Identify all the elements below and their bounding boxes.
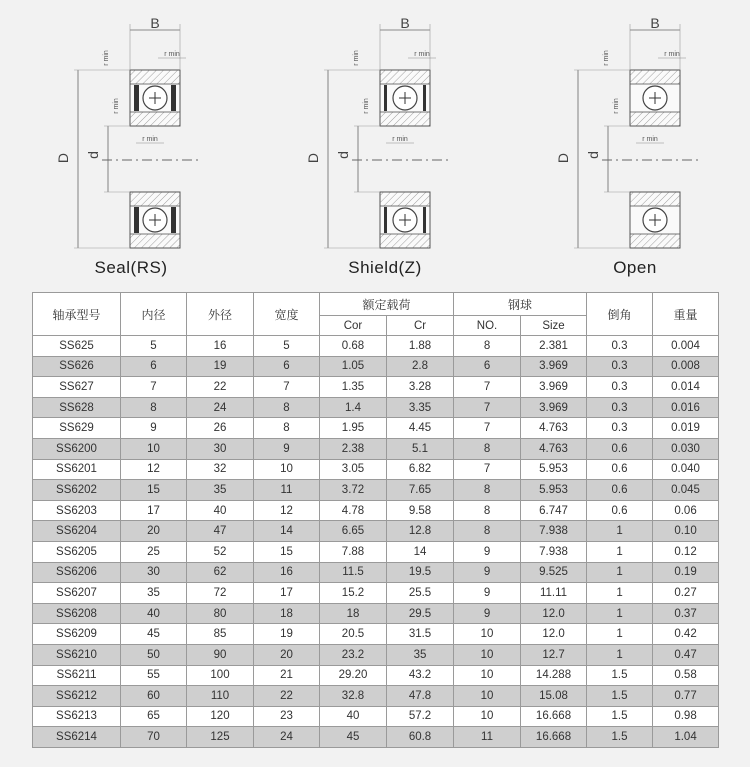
cell-chamfer: 0.6 bbox=[587, 480, 653, 501]
cell-width: 24 bbox=[254, 727, 320, 748]
cell-inner: 12 bbox=[121, 459, 187, 480]
cell-chamfer: 0.3 bbox=[587, 418, 653, 439]
header-rated-load: 额定载荷 bbox=[320, 293, 454, 316]
cell-ball-no: 7 bbox=[454, 459, 521, 480]
table-row bbox=[33, 562, 719, 583]
cell-weight: 0.42 bbox=[653, 624, 719, 645]
cell-cr: 5.1 bbox=[387, 438, 454, 459]
cell-outer: 16 bbox=[187, 336, 254, 357]
header-weight: 重量 bbox=[653, 293, 719, 336]
cell-ball-no: 10 bbox=[454, 644, 521, 665]
cell-weight: 0.040 bbox=[653, 459, 719, 480]
cell-inner: 70 bbox=[121, 727, 187, 748]
cell-ball-size: 3.969 bbox=[521, 397, 587, 418]
cell-chamfer: 1 bbox=[587, 624, 653, 645]
cell-inner: 20 bbox=[121, 521, 187, 542]
header-cor: Cor bbox=[320, 316, 387, 336]
cell-ball-size: 5.953 bbox=[521, 480, 587, 501]
cell-inner: 10 bbox=[121, 438, 187, 459]
cell-width: 23 bbox=[254, 706, 320, 727]
cell-model: SS6210 bbox=[33, 644, 121, 665]
cell-chamfer: 0.3 bbox=[587, 377, 653, 398]
cell-cr: 25.5 bbox=[387, 583, 454, 604]
cell-cr: 12.8 bbox=[387, 521, 454, 542]
cell-outer: 24 bbox=[187, 397, 254, 418]
cell-cr: 31.5 bbox=[387, 624, 454, 645]
cell-outer: 52 bbox=[187, 541, 254, 562]
cell-model: SS6204 bbox=[33, 521, 121, 542]
cell-width: 20 bbox=[254, 644, 320, 665]
cell-model: SS629 bbox=[33, 418, 121, 439]
svg-text:D: D bbox=[55, 152, 71, 164]
cell-ball-no: 9 bbox=[454, 562, 521, 583]
cell-cr: 43.2 bbox=[387, 665, 454, 686]
diagram-seal-label: Seal(RS) bbox=[94, 258, 168, 277]
cell-ball-size: 7.938 bbox=[521, 541, 587, 562]
cell-ball-no: 10 bbox=[454, 624, 521, 645]
cell-chamfer: 1 bbox=[587, 541, 653, 562]
table-row bbox=[33, 706, 719, 727]
header-model: 轴承型号 bbox=[33, 293, 121, 336]
cell-ball-no: 6 bbox=[454, 356, 521, 377]
header-ball-no: NO. bbox=[454, 316, 521, 336]
cell-chamfer: 1 bbox=[587, 562, 653, 583]
cell-ball-no: 9 bbox=[454, 583, 521, 604]
table-row bbox=[33, 480, 719, 501]
table-row bbox=[33, 521, 719, 542]
cell-chamfer: 0.3 bbox=[587, 356, 653, 377]
cell-width: 10 bbox=[254, 459, 320, 480]
table-row bbox=[33, 377, 719, 398]
table-row bbox=[33, 624, 719, 645]
cell-width: 16 bbox=[254, 562, 320, 583]
cell-model: SS6209 bbox=[33, 624, 121, 645]
cell-model: SS6208 bbox=[33, 603, 121, 624]
cell-outer: 26 bbox=[187, 418, 254, 439]
cell-width: 7 bbox=[254, 377, 320, 398]
cell-weight: 0.98 bbox=[653, 706, 719, 727]
cell-inner: 45 bbox=[121, 624, 187, 645]
svg-text:D: D bbox=[555, 152, 571, 164]
table-row bbox=[33, 644, 719, 665]
cell-model: SS6212 bbox=[33, 686, 121, 707]
cell-cr: 35 bbox=[387, 644, 454, 665]
cell-ball-size: 12.0 bbox=[521, 603, 587, 624]
cell-cr: 6.82 bbox=[387, 459, 454, 480]
cell-cr: 57.2 bbox=[387, 706, 454, 727]
cell-chamfer: 0.6 bbox=[587, 438, 653, 459]
cell-cor: 45 bbox=[320, 727, 387, 748]
table-row bbox=[33, 459, 719, 480]
cell-outer: 125 bbox=[187, 727, 254, 748]
svg-text:r min: r min bbox=[142, 136, 158, 143]
cell-chamfer: 0.3 bbox=[587, 336, 653, 357]
cell-model: SS6213 bbox=[33, 706, 121, 727]
svg-text:r min: r min bbox=[103, 50, 110, 66]
cell-width: 21 bbox=[254, 665, 320, 686]
cell-ball-no: 8 bbox=[454, 480, 521, 501]
cell-ball-size: 16.668 bbox=[521, 706, 587, 727]
cell-weight: 0.004 bbox=[653, 336, 719, 357]
cell-weight: 1.04 bbox=[653, 727, 719, 748]
table-row bbox=[33, 500, 719, 521]
shield-bearing-diagram bbox=[250, 0, 500, 260]
svg-text:r min: r min bbox=[642, 136, 658, 143]
cell-outer: 100 bbox=[187, 665, 254, 686]
cell-ball-no: 8 bbox=[454, 500, 521, 521]
svg-text:r min: r min bbox=[414, 51, 430, 58]
cell-cor: 15.2 bbox=[320, 583, 387, 604]
cell-weight: 0.045 bbox=[653, 480, 719, 501]
cell-width: 18 bbox=[254, 603, 320, 624]
diagram-open bbox=[500, 0, 750, 290]
cell-model: SS628 bbox=[33, 397, 121, 418]
cell-ball-size: 15.08 bbox=[521, 686, 587, 707]
diagram-shield-label: Shield(Z) bbox=[348, 258, 422, 277]
cell-weight: 0.12 bbox=[653, 541, 719, 562]
bearing-spec-table-container bbox=[32, 292, 718, 748]
cell-model: SS625 bbox=[33, 336, 121, 357]
cell-inner: 5 bbox=[121, 336, 187, 357]
cell-weight: 0.016 bbox=[653, 397, 719, 418]
cell-chamfer: 0.6 bbox=[587, 500, 653, 521]
cell-cor: 20.5 bbox=[320, 624, 387, 645]
cell-model: SS6206 bbox=[33, 562, 121, 583]
cell-ball-size: 16.668 bbox=[521, 727, 587, 748]
header-inner-diameter: 内径 bbox=[121, 293, 187, 336]
cell-weight: 0.014 bbox=[653, 377, 719, 398]
cell-cor: 1.35 bbox=[320, 377, 387, 398]
cell-weight: 0.19 bbox=[653, 562, 719, 583]
cell-ball-size: 11.11 bbox=[521, 583, 587, 604]
cell-chamfer: 1 bbox=[587, 603, 653, 624]
cell-ball-no: 10 bbox=[454, 706, 521, 727]
cell-chamfer: 0.6 bbox=[587, 459, 653, 480]
cell-ball-size: 3.969 bbox=[521, 356, 587, 377]
table-row bbox=[33, 418, 719, 439]
header-ball-size: Size bbox=[521, 316, 587, 336]
cell-outer: 72 bbox=[187, 583, 254, 604]
cell-model: SS6214 bbox=[33, 727, 121, 748]
cell-inner: 25 bbox=[121, 541, 187, 562]
cell-width: 9 bbox=[254, 438, 320, 459]
cell-outer: 85 bbox=[187, 624, 254, 645]
cell-weight: 0.27 bbox=[653, 583, 719, 604]
cell-outer: 120 bbox=[187, 706, 254, 727]
cell-outer: 30 bbox=[187, 438, 254, 459]
cell-outer: 40 bbox=[187, 500, 254, 521]
table-row bbox=[33, 727, 719, 748]
cell-ball-size: 12.0 bbox=[521, 624, 587, 645]
cell-chamfer: 1.5 bbox=[587, 665, 653, 686]
table-body bbox=[33, 336, 719, 748]
svg-text:r min: r min bbox=[164, 51, 180, 58]
cell-cr: 19.5 bbox=[387, 562, 454, 583]
cell-cr: 14 bbox=[387, 541, 454, 562]
cell-chamfer: 1 bbox=[587, 521, 653, 542]
cell-cor: 0.68 bbox=[320, 336, 387, 357]
cell-ball-no: 9 bbox=[454, 541, 521, 562]
cell-inner: 9 bbox=[121, 418, 187, 439]
cell-ball-no: 11 bbox=[454, 727, 521, 748]
cell-inner: 60 bbox=[121, 686, 187, 707]
cell-inner: 8 bbox=[121, 397, 187, 418]
table-row bbox=[33, 336, 719, 357]
cell-outer: 110 bbox=[187, 686, 254, 707]
cell-cor: 32.8 bbox=[320, 686, 387, 707]
cell-cor: 40 bbox=[320, 706, 387, 727]
cell-model: SS6201 bbox=[33, 459, 121, 480]
cell-cr: 60.8 bbox=[387, 727, 454, 748]
cell-model: SS6205 bbox=[33, 541, 121, 562]
cell-weight: 0.77 bbox=[653, 686, 719, 707]
svg-text:d: d bbox=[335, 151, 351, 159]
cell-ball-size: 2.381 bbox=[521, 336, 587, 357]
cell-cr: 3.28 bbox=[387, 377, 454, 398]
cell-cor: 3.72 bbox=[320, 480, 387, 501]
open-bearing-diagram bbox=[500, 0, 750, 260]
cell-cor: 11.5 bbox=[320, 562, 387, 583]
cell-chamfer: 0.3 bbox=[587, 397, 653, 418]
cell-model: SS6200 bbox=[33, 438, 121, 459]
cell-cor: 3.05 bbox=[320, 459, 387, 480]
cell-outer: 47 bbox=[187, 521, 254, 542]
cell-weight: 0.37 bbox=[653, 603, 719, 624]
svg-text:d: d bbox=[85, 151, 101, 159]
cell-cr: 1.88 bbox=[387, 336, 454, 357]
header-chamfer: 倒角 bbox=[587, 293, 653, 336]
cell-ball-size: 7.938 bbox=[521, 521, 587, 542]
cell-ball-size: 3.969 bbox=[521, 377, 587, 398]
cell-cor: 4.78 bbox=[320, 500, 387, 521]
cell-ball-no: 8 bbox=[454, 438, 521, 459]
cell-cr: 9.58 bbox=[387, 500, 454, 521]
cell-width: 6 bbox=[254, 356, 320, 377]
cell-weight: 0.58 bbox=[653, 665, 719, 686]
cell-inner: 6 bbox=[121, 356, 187, 377]
cell-cor: 23.2 bbox=[320, 644, 387, 665]
cell-ball-no: 9 bbox=[454, 603, 521, 624]
seal-bearing-diagram bbox=[0, 0, 250, 260]
cell-outer: 22 bbox=[187, 377, 254, 398]
cell-ball-no: 8 bbox=[454, 336, 521, 357]
cell-inner: 30 bbox=[121, 562, 187, 583]
header-steel-ball: 钢球 bbox=[454, 293, 587, 316]
header-cr: Cr bbox=[387, 316, 454, 336]
cell-chamfer: 1 bbox=[587, 583, 653, 604]
svg-text:r min: r min bbox=[363, 98, 370, 114]
cell-cor: 18 bbox=[320, 603, 387, 624]
table-row bbox=[33, 603, 719, 624]
cell-width: 19 bbox=[254, 624, 320, 645]
cell-ball-no: 10 bbox=[454, 665, 521, 686]
cell-model: SS6203 bbox=[33, 500, 121, 521]
cell-outer: 32 bbox=[187, 459, 254, 480]
cell-inner: 40 bbox=[121, 603, 187, 624]
cell-model: SS6207 bbox=[33, 583, 121, 604]
cell-inner: 7 bbox=[121, 377, 187, 398]
cell-outer: 90 bbox=[187, 644, 254, 665]
cell-chamfer: 1.5 bbox=[587, 727, 653, 748]
cell-width: 8 bbox=[254, 418, 320, 439]
cell-cor: 2.38 bbox=[320, 438, 387, 459]
cell-cr: 4.45 bbox=[387, 418, 454, 439]
svg-text:r min: r min bbox=[603, 50, 610, 66]
cell-model: SS627 bbox=[33, 377, 121, 398]
cell-ball-no: 10 bbox=[454, 686, 521, 707]
cell-ball-no: 7 bbox=[454, 397, 521, 418]
diagram-shield bbox=[250, 0, 500, 290]
cell-width: 15 bbox=[254, 541, 320, 562]
table-row bbox=[33, 438, 719, 459]
svg-text:B: B bbox=[150, 15, 160, 31]
cell-model: SS6202 bbox=[33, 480, 121, 501]
svg-text:r min: r min bbox=[664, 51, 680, 58]
cell-weight: 0.019 bbox=[653, 418, 719, 439]
cell-ball-no: 7 bbox=[454, 418, 521, 439]
cell-width: 8 bbox=[254, 397, 320, 418]
cell-width: 17 bbox=[254, 583, 320, 604]
diagram-seal bbox=[0, 0, 250, 290]
table-row bbox=[33, 665, 719, 686]
cell-width: 22 bbox=[254, 686, 320, 707]
cell-cr: 47.8 bbox=[387, 686, 454, 707]
cell-outer: 19 bbox=[187, 356, 254, 377]
table-row bbox=[33, 583, 719, 604]
svg-text:B: B bbox=[650, 15, 660, 31]
table-row bbox=[33, 356, 719, 377]
svg-text:d: d bbox=[585, 151, 601, 159]
diagram-open-label: Open bbox=[613, 258, 657, 277]
cell-chamfer: 1.5 bbox=[587, 706, 653, 727]
cell-ball-size: 6.747 bbox=[521, 500, 587, 521]
cell-outer: 35 bbox=[187, 480, 254, 501]
cell-outer: 80 bbox=[187, 603, 254, 624]
cell-cor: 1.4 bbox=[320, 397, 387, 418]
cell-weight: 0.10 bbox=[653, 521, 719, 542]
cell-ball-no: 7 bbox=[454, 377, 521, 398]
cell-weight: 0.030 bbox=[653, 438, 719, 459]
cell-cr: 7.65 bbox=[387, 480, 454, 501]
cell-model: SS626 bbox=[33, 356, 121, 377]
table-row bbox=[33, 686, 719, 707]
cell-ball-size: 12.7 bbox=[521, 644, 587, 665]
cell-width: 5 bbox=[254, 336, 320, 357]
cell-cor: 7.88 bbox=[320, 541, 387, 562]
cell-cor: 29.20 bbox=[320, 665, 387, 686]
cell-chamfer: 1.5 bbox=[587, 686, 653, 707]
cell-weight: 0.008 bbox=[653, 356, 719, 377]
svg-text:B: B bbox=[400, 15, 410, 31]
svg-text:D: D bbox=[305, 152, 321, 164]
cell-cor: 6.65 bbox=[320, 521, 387, 542]
header-width: 宽度 bbox=[254, 293, 320, 336]
cell-ball-no: 8 bbox=[454, 521, 521, 542]
cell-inner: 15 bbox=[121, 480, 187, 501]
table-row bbox=[33, 541, 719, 562]
cell-cor: 1.95 bbox=[320, 418, 387, 439]
cell-weight: 0.47 bbox=[653, 644, 719, 665]
cell-inner: 17 bbox=[121, 500, 187, 521]
cell-inner: 55 bbox=[121, 665, 187, 686]
cell-ball-size: 9.525 bbox=[521, 562, 587, 583]
svg-text:r min: r min bbox=[353, 50, 360, 66]
cell-inner: 50 bbox=[121, 644, 187, 665]
svg-text:r min: r min bbox=[392, 136, 408, 143]
cell-inner: 65 bbox=[121, 706, 187, 727]
cell-ball-size: 14.288 bbox=[521, 665, 587, 686]
cell-inner: 35 bbox=[121, 583, 187, 604]
header-outer-diameter: 外径 bbox=[187, 293, 254, 336]
cell-ball-size: 5.953 bbox=[521, 459, 587, 480]
cell-chamfer: 1 bbox=[587, 644, 653, 665]
svg-text:r min: r min bbox=[113, 98, 120, 114]
table-row bbox=[33, 397, 719, 418]
bearing-spec-table bbox=[32, 292, 719, 748]
cell-width: 11 bbox=[254, 480, 320, 501]
cell-cr: 3.35 bbox=[387, 397, 454, 418]
cell-width: 14 bbox=[254, 521, 320, 542]
cell-ball-size: 4.763 bbox=[521, 438, 587, 459]
cell-cor: 1.05 bbox=[320, 356, 387, 377]
svg-text:r min: r min bbox=[613, 98, 620, 114]
cell-width: 12 bbox=[254, 500, 320, 521]
cell-outer: 62 bbox=[187, 562, 254, 583]
cell-weight: 0.06 bbox=[653, 500, 719, 521]
cell-model: SS6211 bbox=[33, 665, 121, 686]
cell-cr: 2.8 bbox=[387, 356, 454, 377]
cell-ball-size: 4.763 bbox=[521, 418, 587, 439]
cell-cr: 29.5 bbox=[387, 603, 454, 624]
